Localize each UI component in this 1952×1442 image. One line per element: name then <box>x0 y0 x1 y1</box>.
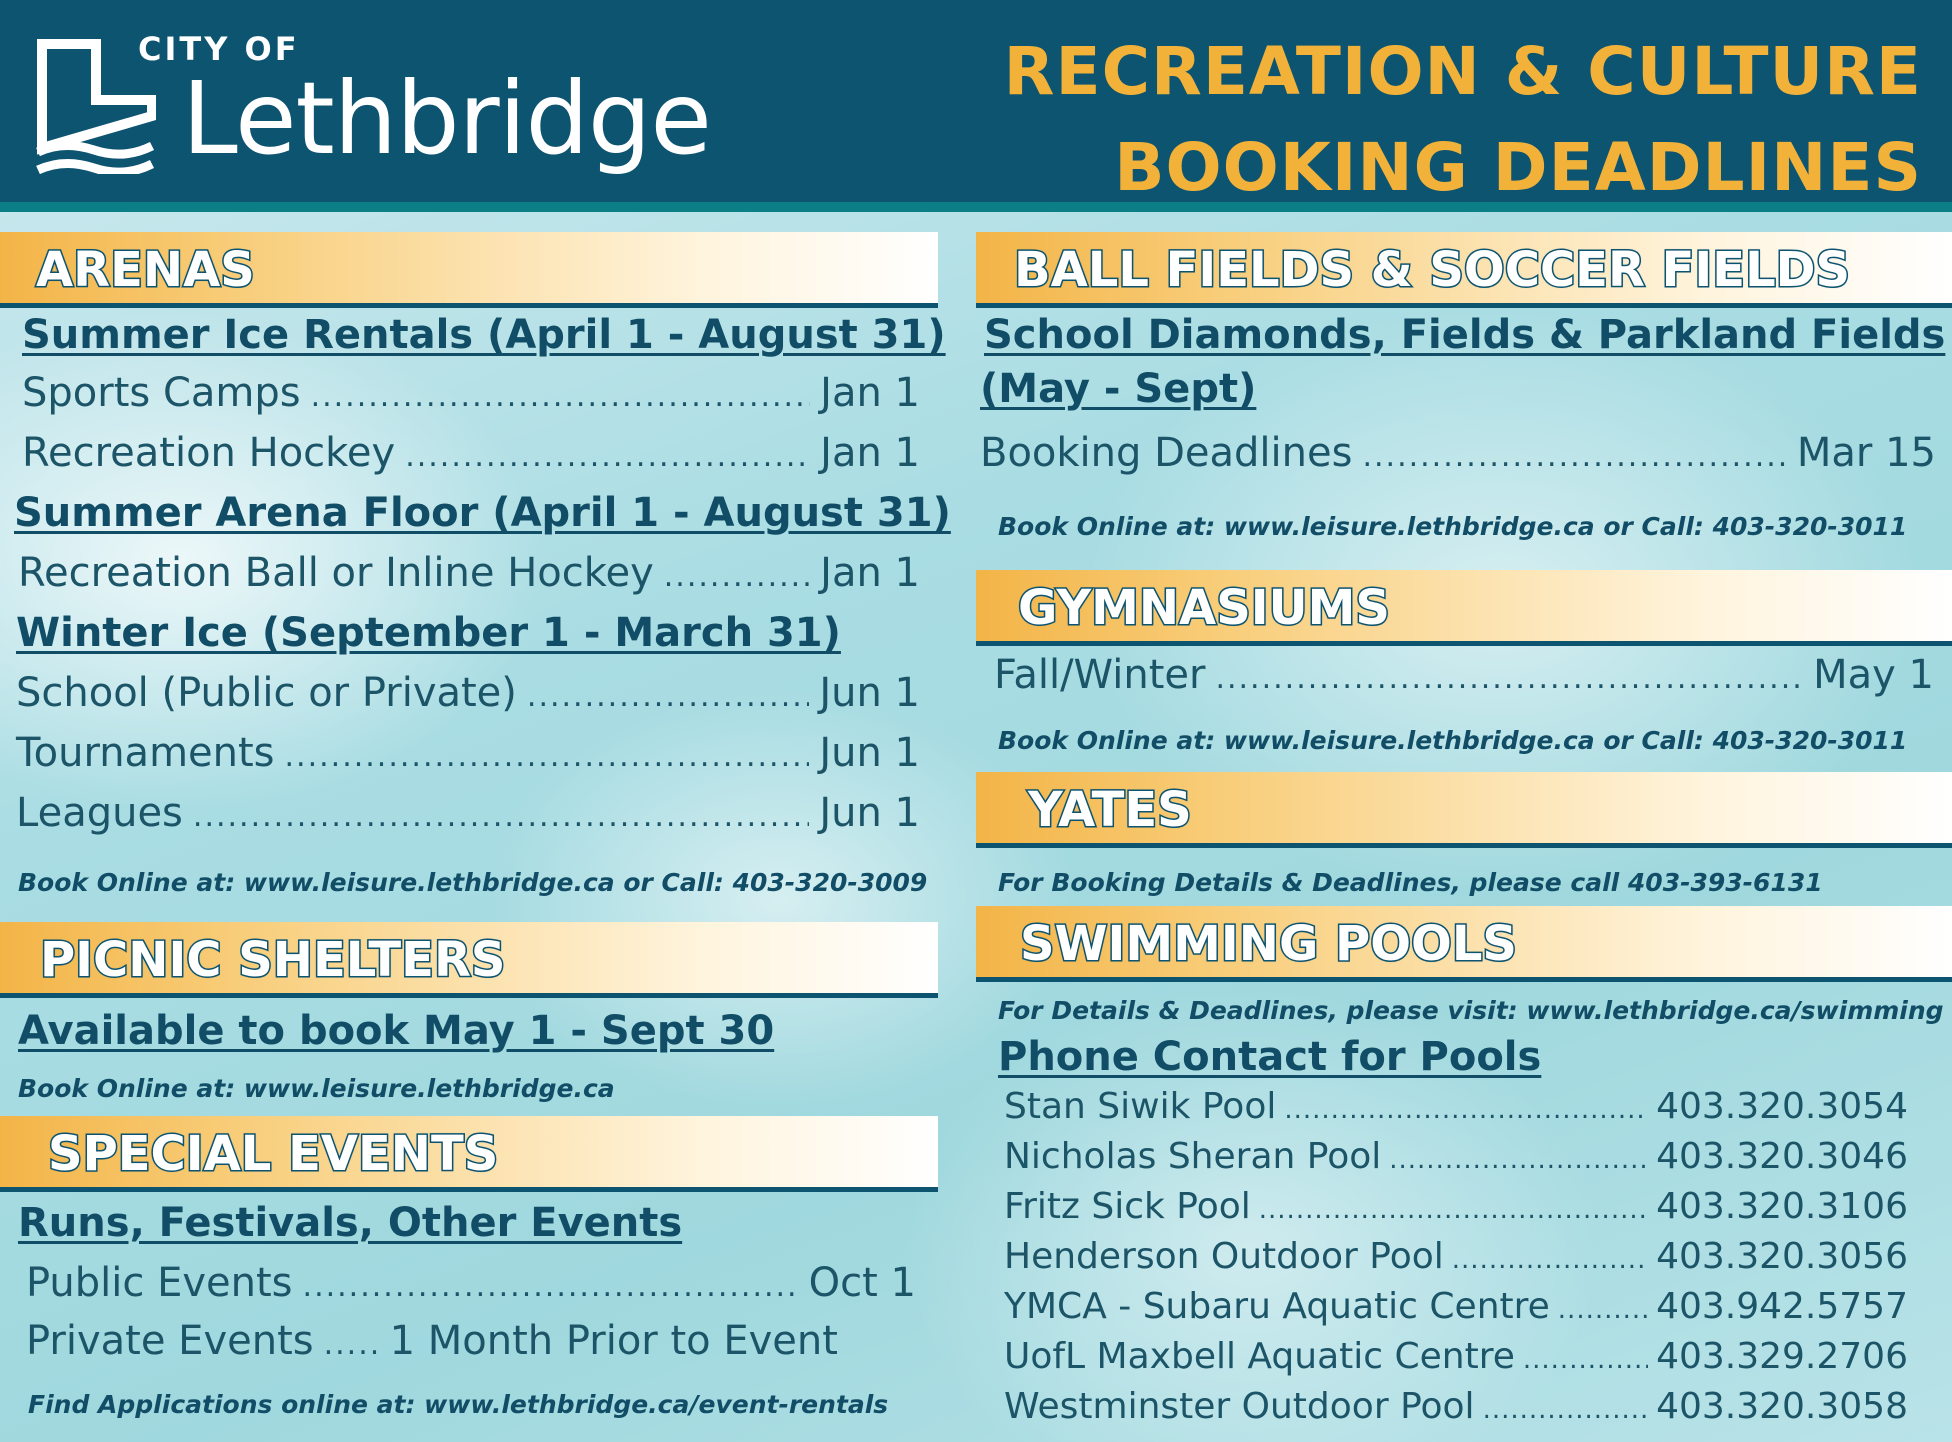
page-title-line2: BOOKING DEADLINES <box>1114 129 1922 206</box>
yates-title: YATES <box>1028 782 1192 838</box>
pool-phone: 403.320.3054 <box>1656 1086 1908 1127</box>
leader-dots <box>1452 1245 1648 1275</box>
row-label: Fall/Winter <box>994 652 1206 698</box>
row-public-events <box>26 1260 916 1306</box>
row-label: Public Events <box>26 1260 293 1306</box>
pool-name: YMCA - Subaru Aquatic Centre <box>1004 1286 1550 1327</box>
arenas-band <box>0 232 938 308</box>
page-title-line1: RECREATION & CULTURE <box>1003 33 1922 110</box>
special-events-heading: Runs, Festivals, Other Events <box>18 1200 683 1246</box>
leader-dots <box>1284 1095 1648 1125</box>
row-value: Mar 15 <box>1796 430 1936 476</box>
leader-dots <box>311 379 811 414</box>
fields-band <box>976 232 1952 308</box>
row-label: Recreation Hockey <box>22 430 396 476</box>
leader-dots <box>527 679 809 714</box>
logo-city-name: Lethbridge <box>182 60 711 177</box>
row-label: Tournaments <box>16 730 275 776</box>
special-events-note: Find Applications online at: www.lethbridge.ca/event-rentals <box>28 1390 889 1419</box>
row-value: Oct 1 <box>808 1260 916 1306</box>
pool-row-stan-siwik <box>1004 1086 1908 1127</box>
row-value: Jan 1 <box>820 370 920 416</box>
row-private-events <box>26 1318 916 1364</box>
pools-phone-heading: Phone Contact for Pools <box>998 1034 1542 1080</box>
arenas-title: ARENAS <box>36 242 255 298</box>
row-label: Booking Deadlines <box>980 430 1353 476</box>
row-ball-inline-hockey <box>18 550 920 596</box>
row-value: Jun 1 <box>819 790 920 836</box>
winter-ice-heading: Winter Ice (September 1 - March 31) <box>16 610 841 656</box>
picnic-band <box>0 922 938 998</box>
pool-name: Stan Siwik Pool <box>1004 1086 1277 1127</box>
row-value: May 1 <box>1813 652 1934 698</box>
pool-row-westminster <box>1004 1386 1908 1427</box>
leader-dots <box>285 739 810 774</box>
row-recreation-hockey <box>22 430 920 476</box>
pools-details-note: For Details & Deadlines, please visit: www.lethbridge.ca/swimming <box>998 996 1944 1025</box>
swimming-pools-band <box>976 906 1952 982</box>
leader-dots <box>1215 661 1803 696</box>
pool-phone: 403.942.5757 <box>1656 1286 1908 1327</box>
pool-row-nicholas-sheran <box>1004 1136 1908 1177</box>
pool-phone: 403.320.3106 <box>1656 1186 1908 1227</box>
row-label: School (Public or Private) <box>16 670 517 716</box>
gymnasiums-band <box>976 570 1952 646</box>
row-fall-winter <box>994 652 1934 698</box>
row-field-booking-deadlines <box>980 430 1936 476</box>
leader-dots <box>1389 1145 1648 1175</box>
logo-city-of: CITY OF <box>138 30 300 68</box>
row-leagues <box>16 790 920 836</box>
special-events-title: SPECIAL EVENTS <box>48 1126 499 1182</box>
summer-ice-heading: Summer Ice Rentals (April 1 - August 31) <box>22 312 946 358</box>
summer-floor-heading: Summer Arena Floor (April 1 - August 31) <box>14 490 951 536</box>
leader-dots <box>664 559 810 594</box>
row-tournaments <box>16 730 920 776</box>
fields-booking-note: Book Online at: www.leisure.lethbridge.ca or Call: 403-320-3011 <box>998 512 1908 541</box>
picnic-booking-note: Book Online at: www.leisure.lethbridge.ca <box>18 1074 615 1103</box>
yates-band <box>976 772 1952 848</box>
pool-name: UofL Maxbell Aquatic Centre <box>1004 1336 1515 1377</box>
pool-name: Henderson Outdoor Pool <box>1004 1236 1444 1277</box>
city-logo <box>34 30 711 180</box>
leader-dots <box>1523 1345 1648 1375</box>
page-title <box>1004 24 1922 216</box>
leader-dots <box>1483 1395 1649 1425</box>
picnic-heading: Available to book May 1 - Sept 30 <box>18 1008 775 1054</box>
fields-title: BALL FIELDS & SOCCER FIELDS <box>1014 242 1851 298</box>
pool-phone: 403.320.3058 <box>1656 1386 1908 1427</box>
row-label: Private Events <box>26 1318 314 1364</box>
swimming-pools-title: SWIMMING POOLS <box>1020 916 1517 972</box>
pool-name: Fritz Sick Pool <box>1004 1186 1251 1227</box>
special-events-band <box>0 1116 938 1192</box>
picnic-title: PICNIC SHELTERS <box>40 932 506 988</box>
gymnasiums-booking-note: Book Online at: www.leisure.lethbridge.ca or Call: 403-320-3011 <box>998 726 1908 755</box>
row-sports-camps <box>22 370 920 416</box>
gymnasiums-title: GYMNASIUMS <box>1018 580 1390 636</box>
pool-phone: 403.320.3046 <box>1656 1136 1908 1177</box>
pool-phone: 403.329.2706 <box>1656 1336 1908 1377</box>
leader-dots <box>1558 1295 1648 1325</box>
row-value: Jan 1 <box>820 430 920 476</box>
row-value: Jun 1 <box>819 730 920 776</box>
row-value: Jun 1 <box>819 670 920 716</box>
pool-row-uofl-maxbell <box>1004 1336 1908 1377</box>
pool-name: Nicholas Sheran Pool <box>1004 1136 1382 1177</box>
row-value: Jan 1 <box>820 550 920 596</box>
pool-name: Westminster Outdoor Pool <box>1004 1386 1475 1427</box>
leader-dots <box>1362 439 1786 474</box>
pool-row-henderson <box>1004 1236 1908 1277</box>
fields-heading-line2: (May - Sept) <box>980 366 1257 412</box>
row-label: Sports Camps <box>22 370 301 416</box>
leader-dots <box>303 1269 799 1304</box>
leader-dots <box>324 1327 380 1362</box>
page-header <box>0 0 1952 212</box>
leader-dots <box>193 799 809 834</box>
leader-dots <box>1259 1195 1648 1225</box>
row-label: Recreation Ball or Inline Hockey <box>18 550 654 596</box>
row-label: Leagues <box>16 790 183 836</box>
fields-heading-line1: School Diamonds, Fields & Parkland Fields <box>984 312 1946 358</box>
row-school <box>16 670 920 716</box>
row-value: 1 Month Prior to Event <box>389 1318 838 1364</box>
yates-note: For Booking Details & Deadlines, please call 403-393-6131 <box>998 868 1823 897</box>
leader-dots <box>405 439 810 474</box>
pool-row-fritz-sick <box>1004 1186 1908 1227</box>
arenas-booking-note: Book Online at: www.leisure.lethbridge.ca or Call: 403-320-3009 <box>18 868 928 897</box>
pool-row-ymca-subaru <box>1004 1286 1908 1327</box>
pool-phone: 403.320.3056 <box>1656 1236 1908 1277</box>
